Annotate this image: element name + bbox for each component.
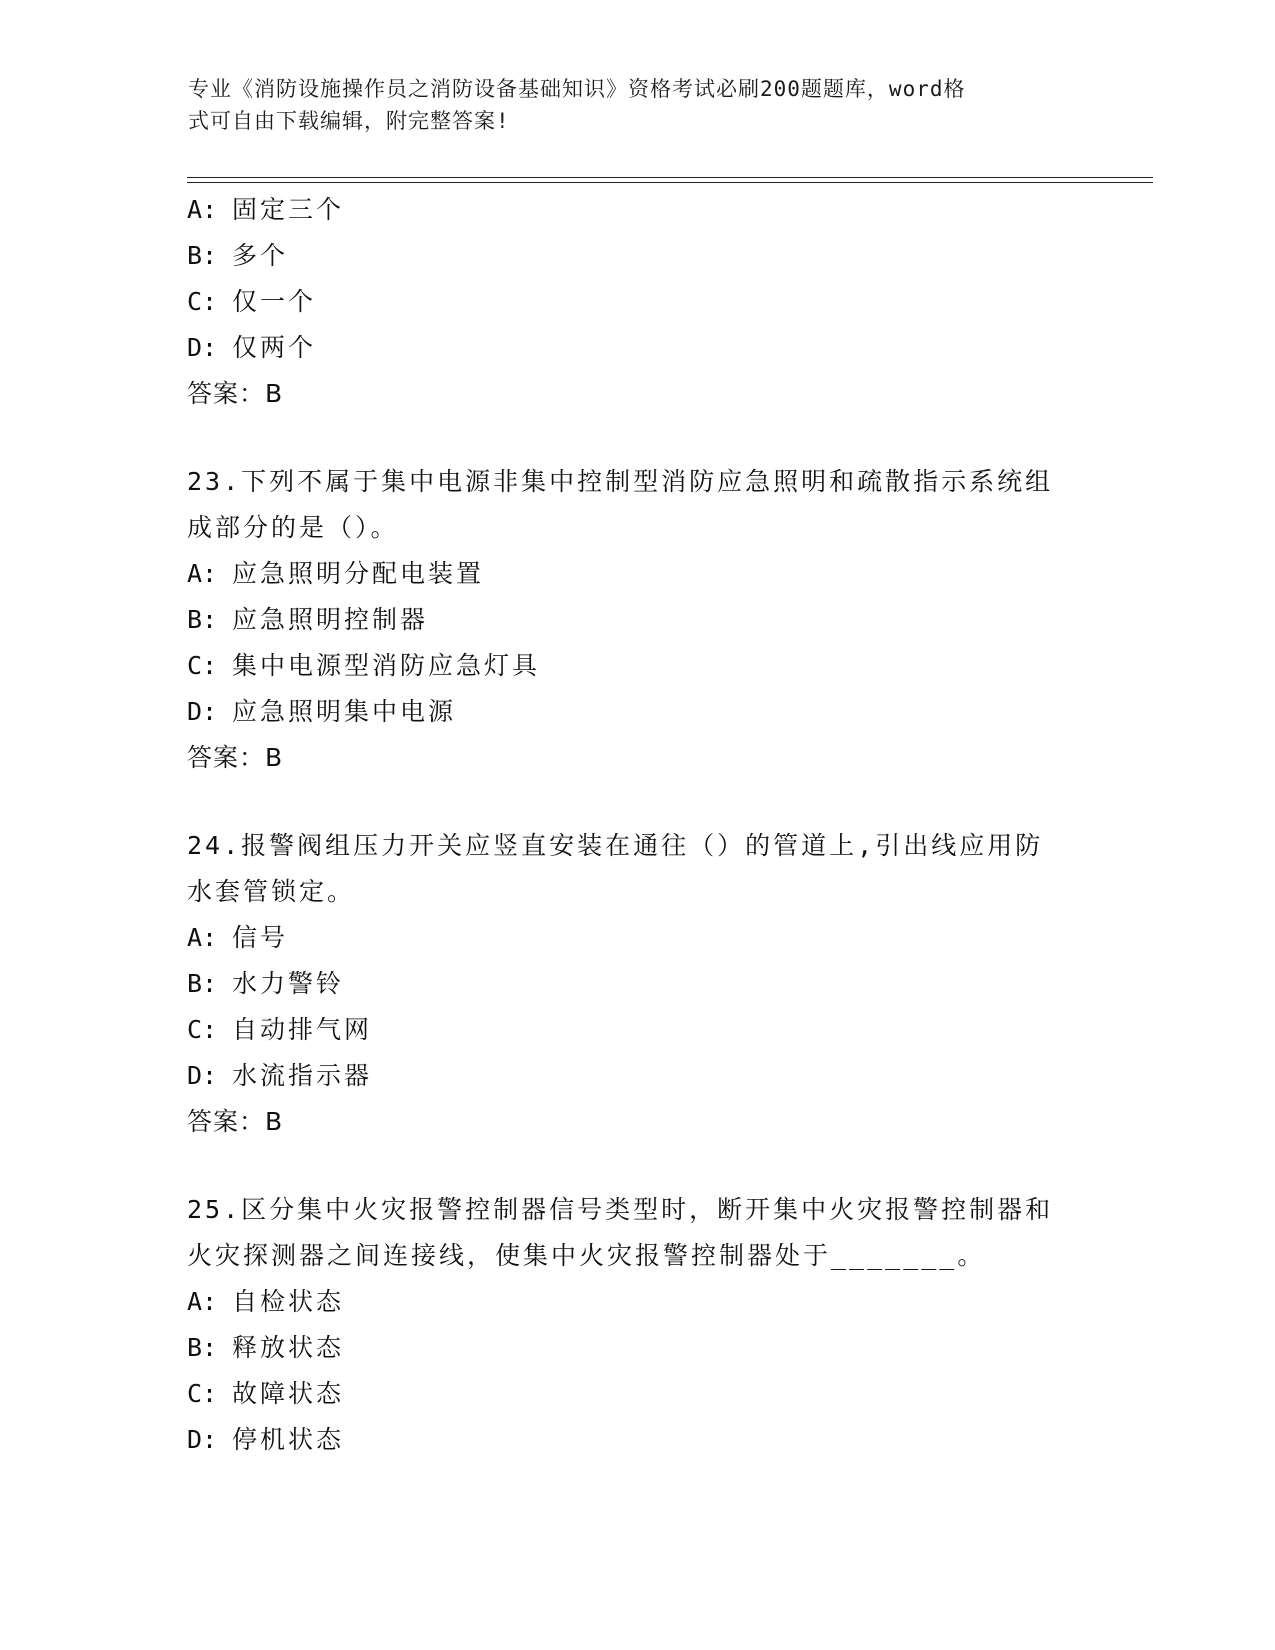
option-text: 自检状态 bbox=[232, 1287, 345, 1316]
option-b bbox=[187, 961, 1087, 1007]
option-letter: C: bbox=[187, 1379, 218, 1408]
question-text-line-2: 成部分的是（）。 bbox=[187, 513, 399, 542]
option-letter: A: bbox=[187, 559, 218, 588]
option-letter: D: bbox=[187, 1061, 218, 1090]
option-text: 多个 bbox=[232, 241, 289, 270]
option-text: 停机状态 bbox=[232, 1425, 345, 1454]
question-text-line-1: 24.报警阀组压力开关应竖直安装在通往（）的管道上,引出线应用防 bbox=[187, 831, 1044, 860]
option-b bbox=[187, 233, 1087, 279]
option-letter: A: bbox=[187, 195, 218, 224]
option-text: 水流指示器 bbox=[232, 1061, 373, 1090]
option-a bbox=[187, 551, 1087, 597]
question-text-line-2: 水套管锁定。 bbox=[187, 877, 356, 906]
option-text: 应急照明分配电装置 bbox=[232, 559, 485, 588]
answer-line: 答案：B bbox=[187, 1107, 284, 1136]
option-text: 故障状态 bbox=[232, 1379, 345, 1408]
option-b bbox=[187, 597, 1087, 643]
question-25 bbox=[187, 1187, 1087, 1463]
option-text: 自动排气网 bbox=[232, 1015, 373, 1044]
option-text: 应急照明控制器 bbox=[232, 605, 429, 634]
header-divider-top bbox=[187, 177, 1153, 178]
option-d bbox=[187, 1417, 1087, 1463]
option-letter: B: bbox=[187, 1333, 218, 1362]
option-letter: B: bbox=[187, 969, 218, 998]
question-23 bbox=[187, 459, 1087, 781]
option-c bbox=[187, 279, 1087, 325]
question-text-line-1: 25.区分集中火灾报警控制器信号类型时，断开集中火灾报警控制器和 bbox=[187, 1195, 1054, 1224]
question-24 bbox=[187, 823, 1087, 1145]
option-text: 水力警铃 bbox=[232, 969, 345, 998]
option-text: 仅一个 bbox=[232, 287, 317, 316]
option-d bbox=[187, 1053, 1087, 1099]
option-c bbox=[187, 643, 1087, 689]
option-text: 集中电源型消防应急灯具 bbox=[232, 651, 541, 680]
option-text: 释放状态 bbox=[232, 1333, 345, 1362]
option-letter: C: bbox=[187, 1015, 218, 1044]
option-text: 应急照明集中电源 bbox=[232, 697, 457, 726]
option-letter: A: bbox=[187, 1287, 218, 1316]
option-c bbox=[187, 1371, 1087, 1417]
question-22-continued bbox=[187, 187, 1087, 417]
answer-line: 答案：B bbox=[187, 379, 284, 408]
option-letter: D: bbox=[187, 333, 218, 362]
document-header bbox=[188, 73, 1068, 137]
question-text-line-2: 火灾探测器之间连接线，使集中火灾报警控制器处于_______。 bbox=[187, 1241, 986, 1270]
option-b bbox=[187, 1325, 1087, 1371]
option-letter: B: bbox=[187, 241, 218, 270]
option-d bbox=[187, 689, 1087, 735]
option-a bbox=[187, 1279, 1087, 1325]
option-letter: C: bbox=[187, 287, 218, 316]
option-text: 信号 bbox=[232, 923, 289, 952]
option-letter: D: bbox=[187, 697, 218, 726]
option-text: 仅两个 bbox=[232, 333, 317, 362]
option-letter: A: bbox=[187, 923, 218, 952]
option-letter: C: bbox=[187, 651, 218, 680]
question-text-line-1: 23.下列不属于集中电源非集中控制型消防应急照明和疏散指示系统组 bbox=[187, 467, 1054, 496]
header-line-1: 专业《消防设施操作员之消防设备基础知识》资格考试必刷200题题库，word格 bbox=[188, 77, 966, 101]
option-d bbox=[187, 325, 1087, 371]
header-divider-bottom bbox=[187, 182, 1153, 183]
option-letter: D: bbox=[187, 1425, 218, 1454]
option-a bbox=[187, 187, 1087, 233]
spacer bbox=[187, 417, 1087, 459]
option-a bbox=[187, 915, 1087, 961]
header-line-2: 式可自由下载编辑，附完整答案! bbox=[188, 109, 510, 133]
spacer bbox=[187, 1145, 1087, 1187]
option-letter: B: bbox=[187, 605, 218, 634]
question-list bbox=[187, 187, 1087, 1463]
spacer bbox=[187, 781, 1087, 823]
option-c bbox=[187, 1007, 1087, 1053]
answer-line: 答案：B bbox=[187, 743, 284, 772]
option-text: 固定三个 bbox=[232, 195, 345, 224]
